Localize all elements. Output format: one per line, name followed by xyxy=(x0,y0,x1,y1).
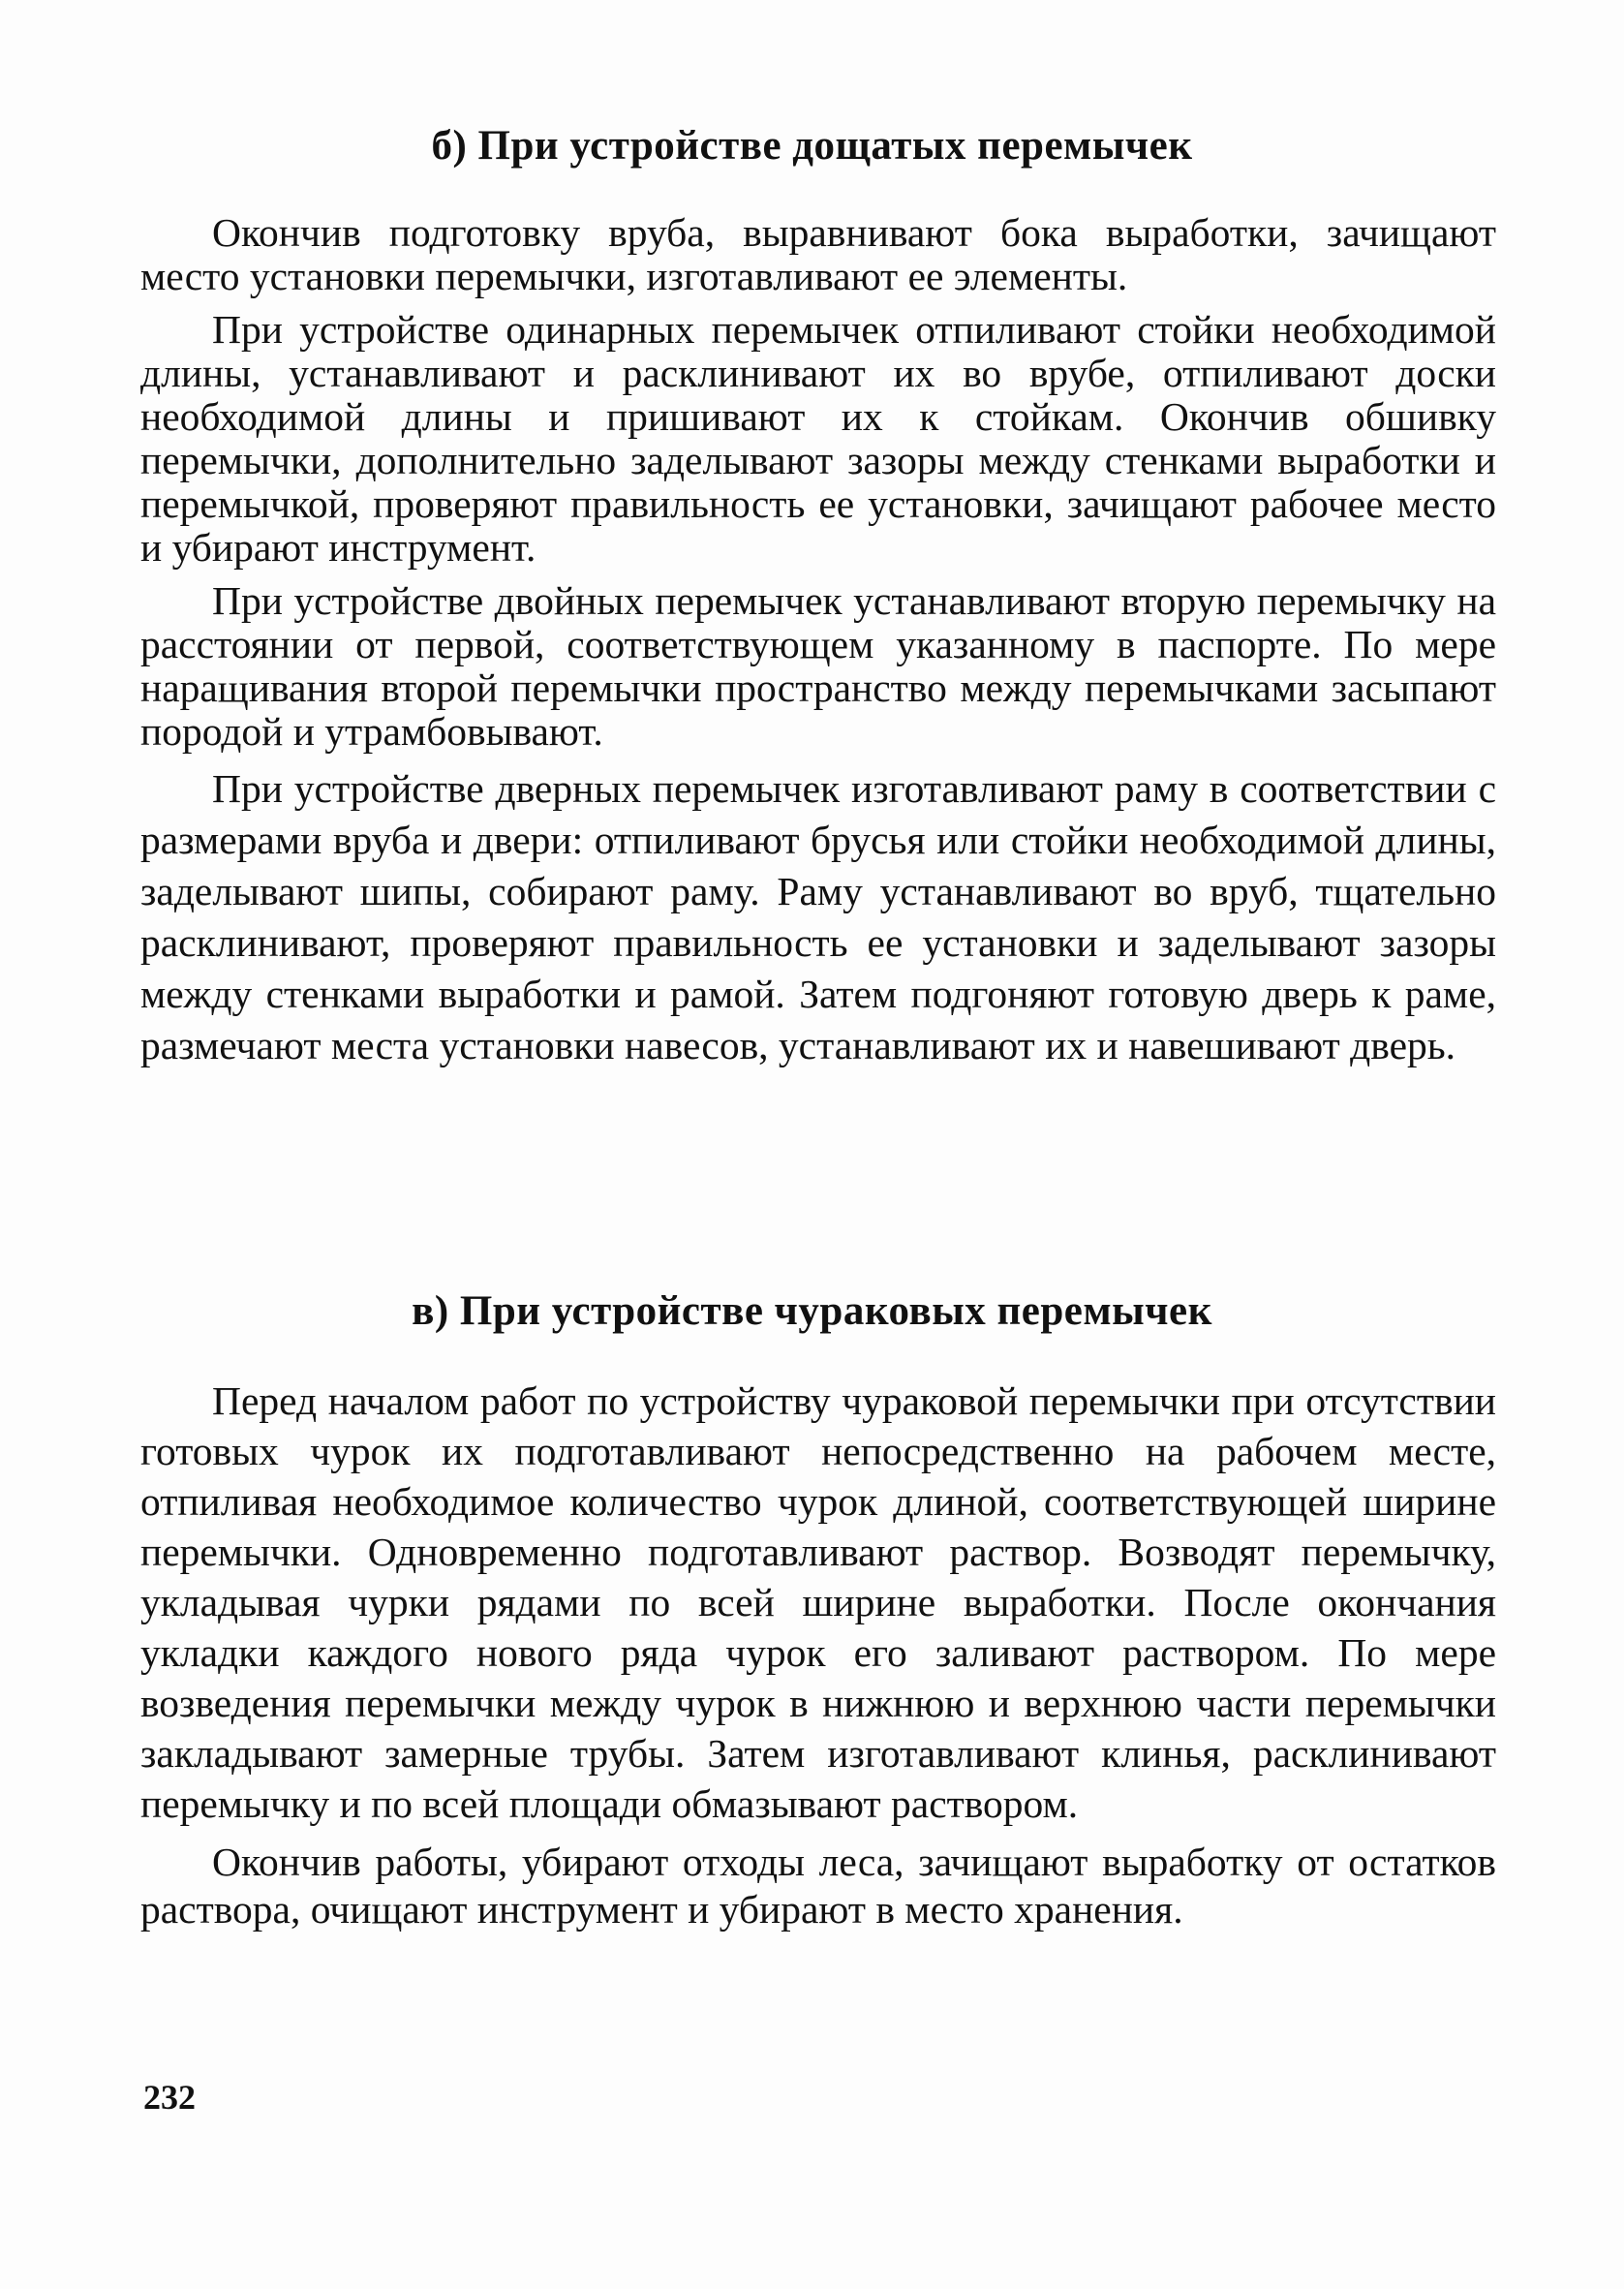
section-b-paragraph-2: При устройстве одинарных перемычек отпиливают стойки необходимой длины, устанавливают и расклинивают их во врубе, отпиливают доски необходимой длины и пришивают их к стойкам. Окончив обшивку перемычки, дополнительно заделывают зазоры между стенками выработки и перемычкой, проверяют правильность ее установки, зачищают рабочее место и убирают инструмент. xyxy=(140,307,1496,570)
section-v-paragraph-1: Перед началом работ по устройству чураковой перемычки при отсутствии готовых чурок их подготавливают непосредственно на рабочем месте, отпиливая необходимое количество чурок длиной, соответствующей ширине перемычки. Одновременно подготавливают раствор. Возводят перемычку, укладывая чурки рядами по всей ширине выработки. После окончания укладки каждого нового ряда чурок его заливают раствором. По мере возведения перемычки между чурок в нижнюю и верхнюю части перемычки закладывают замерные трубы. Затем изготавливают клинья, расклинивают перемычку и по всей площади обмазывают раствором. xyxy=(140,1378,1496,1826)
section-b-paragraph-3: При устройстве двойных перемычек устанавливают вторую перемычку на расстоянии от первой, соответствующем указанному в паспорте. По мере наращивания второй перемычки пространство между перемычками засыпают породой и утрамбовывают. xyxy=(140,578,1496,754)
section-b-heading: б) При устройстве дощатых перемычек xyxy=(431,123,1193,169)
section-b-body xyxy=(140,211,1496,1071)
section-v-heading: в) При устройстве чураковых перемычек xyxy=(412,1288,1212,1334)
section-v-paragraph-2: Окончив работы, убирают отходы леса, зачищают выработку от остатков раствора, очищают инструмент и убирают в место хранения. xyxy=(140,1840,1496,1932)
section-b-paragraph-1: Окончив подготовку вруба, выравнивают бока выработки, зачищают место установки перемычки, изготавливают ее элементы. xyxy=(140,210,1496,298)
section-v-body xyxy=(140,1376,1496,1933)
section-b-paragraph-4: При устройстве дверных перемычек изготавливают раму в соответствии с размерами вруба и двери: отпиливают брусья или стойки необходимой длины, заделывают шипы, собирают раму. Раму устанавливают во вруб, тщательно расклинивают, проверяют правильность ее установки и заделывают зазоры между стенками выработки и рамой. Затем подгоняют готовую дверь к раме, размечают места установки навесов, устанавливают их и навешивают дверь. xyxy=(140,766,1496,1067)
page-number: 232 xyxy=(143,2078,196,2117)
